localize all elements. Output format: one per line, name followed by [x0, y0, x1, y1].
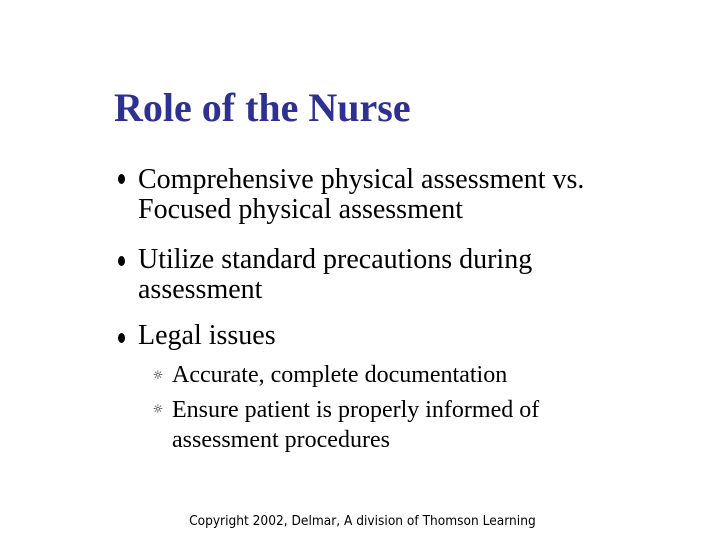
list-item-comprehensive-assessment: Comprehensive physical assessment vs. Focused physical assessment: [138, 164, 585, 225]
bullet-filled-circle-icon: [118, 174, 134, 192]
sub-item-documentation: Accurate, complete documentation: [172, 362, 508, 388]
copyright-text: Copyright 2002, Delmar, A division of Thomson Learning: [188, 514, 536, 529]
bullet-filled-circle-icon: [118, 333, 134, 351]
sub-item-patient-informed: Ensure patient is properly informed of assessment procedures: [172, 397, 540, 453]
list-item-standard-precautions: Utilize standard precautions during assessment: [138, 244, 533, 305]
sub-bullet-sun-outline-icon: ☼: [152, 368, 164, 382]
list-item-legal-issues: Legal issues: [138, 320, 276, 351]
slide-title: Role of the Nurse: [114, 85, 411, 130]
bullet-filled-circle-icon: [118, 256, 134, 274]
copyright-footer: [0, 513, 720, 531]
sub-bullet-sun-outline-icon: ☼: [152, 402, 164, 416]
